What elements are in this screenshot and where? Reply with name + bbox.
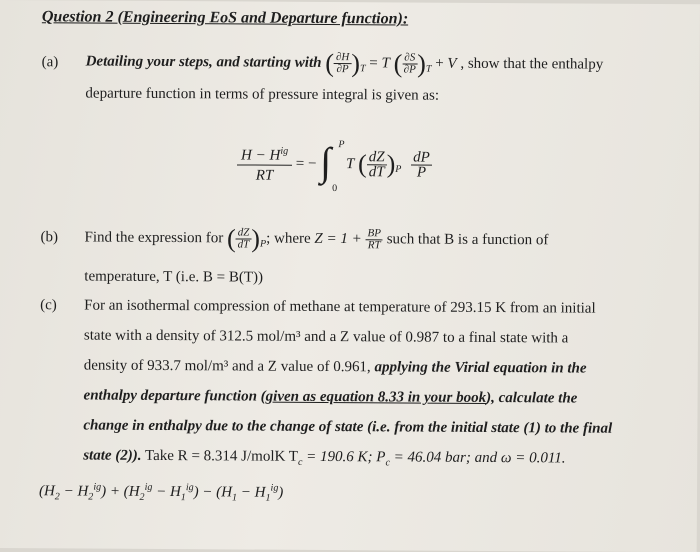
bp-num: BP [366,228,384,240]
eq-P: P [411,165,432,179]
part-a-intro: Detailing your steps, and starting with [86,53,322,70]
eq-rhs-sign: = − [296,156,317,172]
eq-lhs-den: RT [237,165,292,185]
eq-subP: P [395,164,401,175]
part-b-text-a: Find the expression for [85,229,224,246]
enthalpy-departure-equation: $\frac{H - H^{ig}}{RT}$ = − ∫ P 0 T ( $\frac{dZ}{dT}$ )$_P$ $\frac{dP}{P}$ [237,141,432,202]
part-c-line5: change in enthalpy due to the change of state (i.e. from the initial state (1) to the final [83,417,612,438]
part-a-line1 [86,51,604,80]
starting-equation: ( $\frac{\partial H}{\partial P}$ )$_T = T$ ( $\frac{\partial S}{\partial P}$ )$_T + V$ [325,55,460,72]
part-c-line6-b: Take R = 8.314 J/molK T [145,448,298,465]
part-c-line3-b: applying the Virial equation in the [374,359,586,376]
part-b-line2: temperature, T (i.e. B = B(T)) [84,268,263,287]
part-b-line1: Find the expression for ( $\frac{dZ}{dT}$ )$_P$; where Z = 1 + $\frac{BP}{RT}$ such that B is a function of [84,227,548,256]
question-title: Question 2 (Engineering EoS and Departure function): [42,8,408,28]
part-a-line1-end: , show that the enthalpy [460,56,603,73]
part-b-label: (b) [40,228,58,246]
part-a-label: (a) [42,53,59,71]
part-c-line3-a: density of 933.7 mol/m³ and a Z value of 0.961, [84,358,371,376]
part-c-line6: state (2)). Take R = 8.314 J/molK $T_c = 190.6$ K; $P_c = 46.04$ bar; and ω = 0.011. [83,447,565,474]
part-a-line2: departure function in terms of pressure integral is given as: [85,85,439,105]
eq-lhs-num: H − H [241,147,280,163]
part-c-line2: state with a density of 312.5 mol/m³ and a Z value of 0.987 to a final state with a [84,327,568,348]
part-b-text-b: ; where [266,231,311,247]
part-c-line4-b: ), calculate the [486,390,577,407]
bp-den: RT [365,240,383,251]
part-c-line6-a: state (2)). [83,448,141,464]
part-c-line1: For an isothermal compression of methane at temperature of 293.15 K from an initial [84,297,596,318]
part-b-text-c: such that B is a function of [387,231,549,248]
equation-reference: given as equation 8.33 in your book [266,389,487,406]
part-c-line4 [84,387,578,408]
eq-dZ: dZ [367,150,387,165]
part-c-label: (c) [40,296,57,314]
part-c-line4-a: enthalpy departure function ( [84,388,266,405]
integral-lower: 0 [332,180,337,198]
eq-lhs-sup: ig [280,145,288,156]
hint-line1 [39,478,283,507]
part-c-line6-c: = 190.6 K; P [302,449,385,466]
eq-dP: dP [411,150,432,165]
eq-dT: dT [367,165,387,179]
eq-T: T [346,156,354,172]
integral-upper: P [338,136,344,154]
delta-h-equation: $(H_2 - H_2^{ig}) + (H_2^{ig} - H_1^{ig}) - (H_1 - H_1^{ig})$ [39,483,283,500]
z-equation: Z = 1 + [314,231,361,247]
integral-sign: ∫ P 0 [320,142,342,186]
part-c-line6-d: = 46.04 bar; and ω = 0.011. [390,449,566,466]
part-c-line3 [84,357,587,378]
